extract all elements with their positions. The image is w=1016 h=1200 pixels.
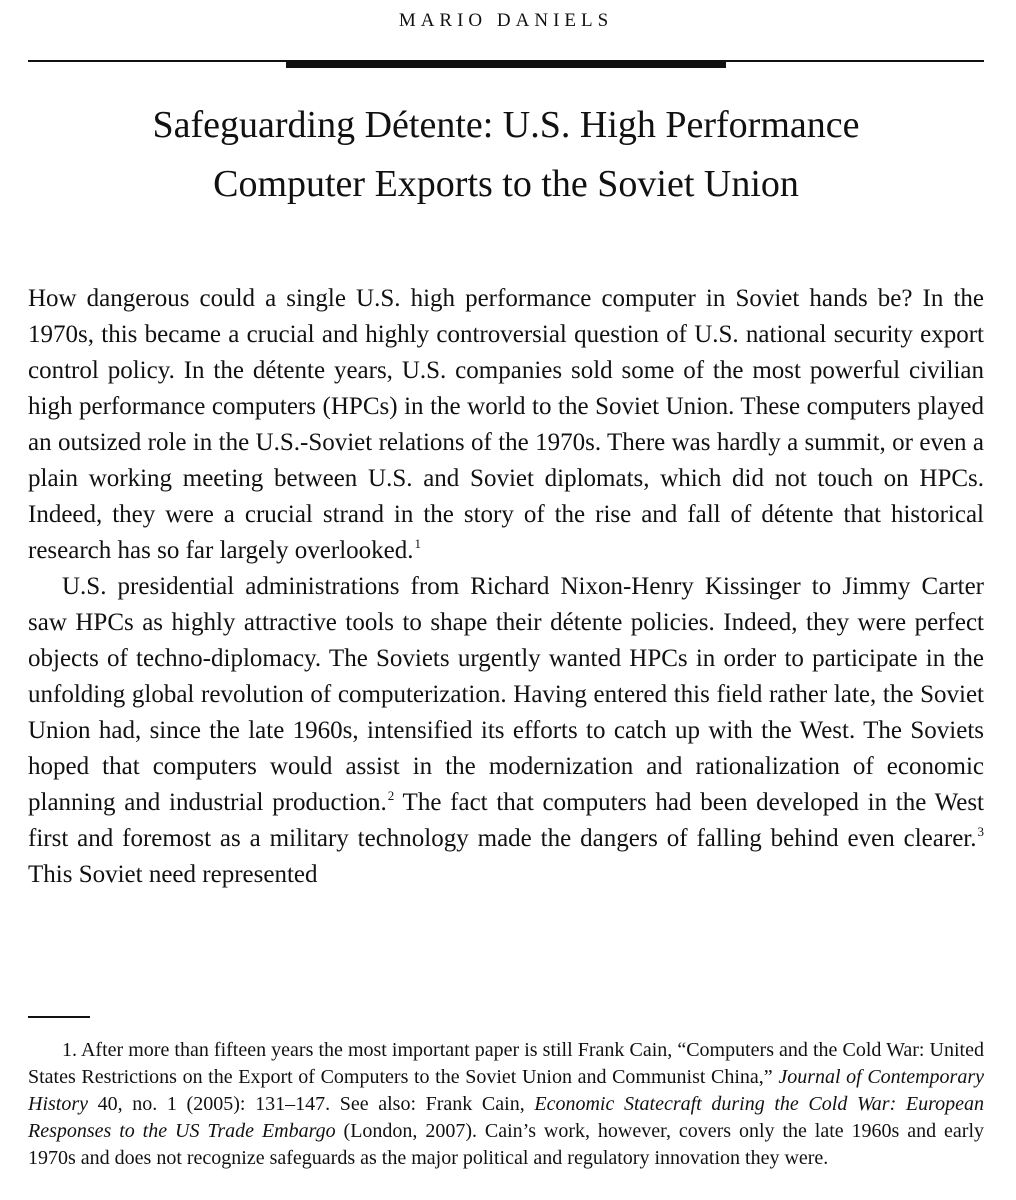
paragraph-2: [28, 569, 984, 893]
paragraph-2-text-c: This Soviet need represented: [28, 861, 318, 888]
running-head: MARIO DANIELS: [398, 10, 614, 31]
paragraph-2-text-b: The fact that computers had been developed in the West first and foremost as a military technology made the dangers of falling behind even clearer.: [28, 789, 984, 852]
article-body: [28, 281, 984, 893]
footnote-number: 1.: [62, 1039, 77, 1061]
footnote-rule: [28, 1016, 90, 1018]
footnote-text-3: (London, 2007). Cain’s work, however, covers only the late 1960s and early 1970s and does not recognize safeguards as the major political and regulatory innovation they were.: [28, 1120, 984, 1169]
article-title-line-1: Safeguarding Détente: U.S. High Performance: [152, 104, 860, 146]
article-title-line-2: Computer Exports to the Soviet Union: [213, 163, 799, 205]
paragraph-1-text: How dangerous could a single U.S. high performance computer in Soviet hands be? In the 1970s, this became a crucial and highly controversial question of U.S. national security export control policy. In the détente years, U.S. companies sold some of the most powerful civilian high performance computers (HPCs) in the world to the Soviet Union. These computers played an outsized role in the U.S.-Soviet relations of the 1970s. There was hardly a summit, or even a plain working meeting between U.S. and Soviet diplomats, which did not touch on HPCs. Indeed, they were a crucial strand in the story of the rise and fall of détente that historical research has so far largely overlooked.: [28, 285, 984, 564]
journal-page: [28, 0, 984, 1200]
paragraph-1: [28, 281, 984, 569]
footnote-marker-1: 1: [414, 536, 421, 551]
footnote-book-title: Economic Statecraft during the Cold War: European Responses to the US Trade Embargo: [28, 1093, 984, 1142]
footnote-text-1: After more than fifteen years the most important paper is still Frank Cain, “Computers and the Cold War: United States Restrictions on the Export of Computers to the Soviet Union and Communist China,”: [28, 1039, 984, 1088]
footnote-text-2: 40, no. 1 (2005): 131–147. See also: Frank Cain,: [88, 1093, 535, 1115]
paragraph-2-text-a: U.S. presidential administrations from Richard Nixon-Henry Kissinger to Jimmy Carter saw HPCs as highly attractive tools to shape their détente policies. Indeed, they were perfect objects of techno-diplomacy. The Soviets urgently wanted HPCs in order to participate in the unfolding global revolution of computerization. Having entered this field rather late, the Soviet Union had, since the late 1960s, intensified its efforts to catch up with the West. The Soviets hoped that computers would assist in the modernization and rationalization of economic planning and industrial production.: [28, 573, 984, 816]
footnote-1: [28, 1037, 984, 1172]
header-rule-thick: [286, 61, 726, 68]
footnote-marker-3: 3: [977, 824, 984, 839]
footnote-journal-title: Journal of Contemporary History: [28, 1066, 984, 1115]
footnote-marker-2: 2: [387, 788, 395, 803]
article-title: [28, 96, 984, 214]
